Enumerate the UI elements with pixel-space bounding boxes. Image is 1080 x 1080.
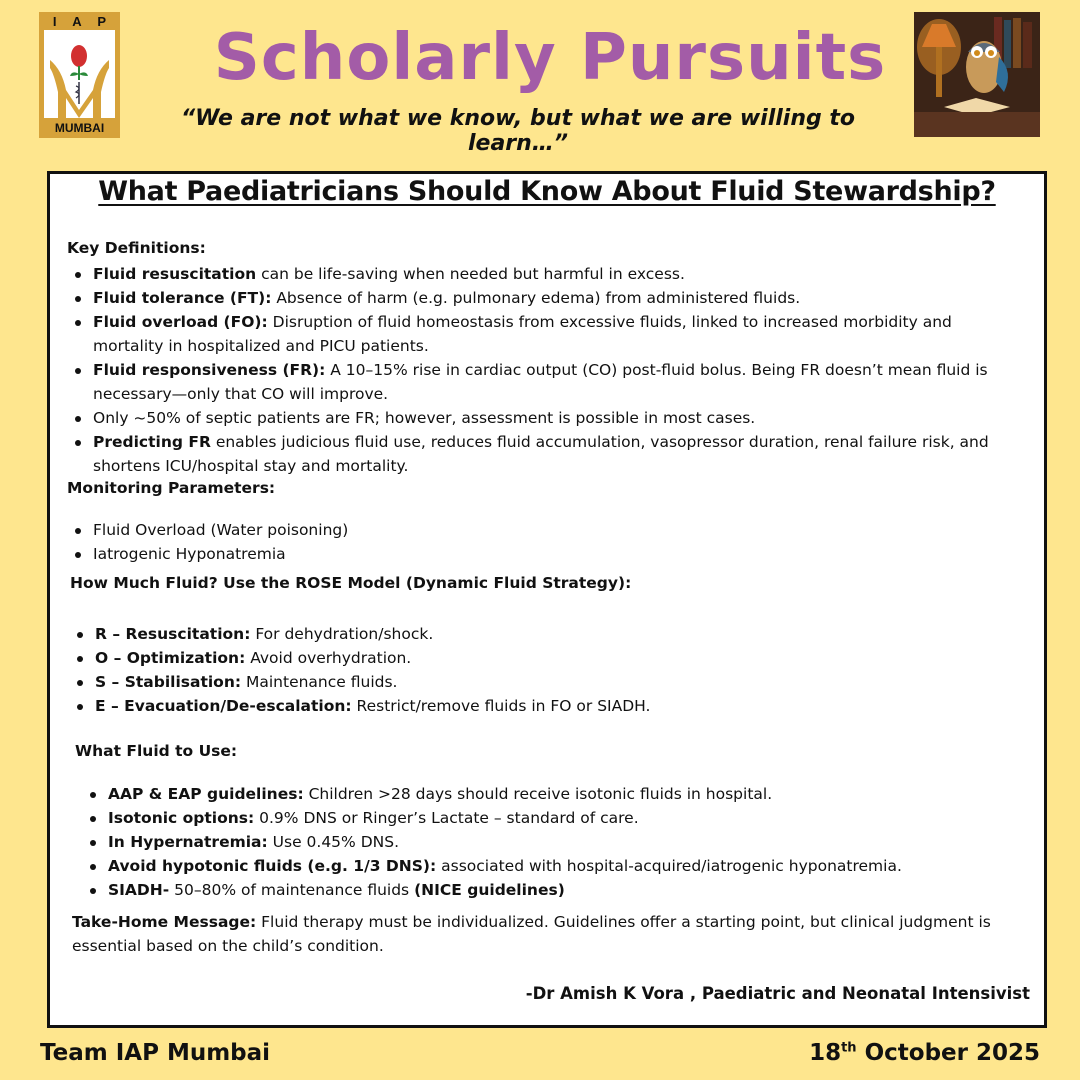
logo-letters bbox=[39, 12, 120, 30]
page-title: Scholarly Pursuits bbox=[213, 21, 887, 95]
logo-emblem bbox=[44, 30, 115, 118]
list-item bbox=[67, 518, 1027, 542]
date-suffix: th bbox=[841, 1040, 857, 1056]
rose-model-list bbox=[69, 622, 1029, 718]
item-term: S – Stabilisation: bbox=[95, 673, 242, 691]
rose-emblem-icon bbox=[44, 30, 115, 118]
date-month-year: October 2025 bbox=[856, 1040, 1040, 1066]
section-heading-monitoring: Monitoring Parameters: bbox=[67, 479, 276, 497]
tagline-quote: “We are not what we know, but what we are willing to learn…” bbox=[180, 106, 856, 156]
list-item bbox=[82, 854, 1032, 878]
author-signature: -Dr Amish K Vora , Paediatric and Neonatal Intensivist bbox=[525, 984, 1030, 1003]
list-item bbox=[67, 262, 1027, 286]
item-text: Use 0.45% DNS. bbox=[267, 833, 399, 851]
list-item bbox=[82, 830, 1032, 854]
owl-reading-icon bbox=[914, 12, 1040, 137]
logo-letter: I bbox=[52, 13, 57, 29]
item-term: Isotonic options: bbox=[108, 809, 255, 827]
section-heading-rose: How Much Fluid? Use the ROSE Model (Dynamic Fluid Strategy): bbox=[70, 574, 632, 592]
item-text: 0.9% DNS or Ringer’s Lactate – standard of care. bbox=[254, 809, 639, 827]
item-term: Fluid tolerance (FT): bbox=[93, 289, 272, 307]
item-term: Avoid hypotonic fluids (e.g. 1/3 DNS): bbox=[108, 857, 437, 875]
list-item bbox=[67, 358, 1027, 406]
owl-illustration bbox=[914, 12, 1040, 137]
item-term: Predicting FR bbox=[93, 433, 211, 451]
item-text: Restrict/remove fluids in FO or SIADH. bbox=[351, 697, 651, 715]
item-text: For dehydration/shock. bbox=[250, 625, 434, 643]
section-heading-key-definitions: Key Definitions: bbox=[67, 239, 206, 257]
article-title: What Paediatricians Should Know About Fluid Stewardship? bbox=[98, 176, 996, 207]
item-term: In Hypernatremia: bbox=[108, 833, 268, 851]
item-text: enables judicious fluid use, reduces fluid accumulation, vasopressor duration, renal failure risk, and shortens ICU/hospital stay and mortality. bbox=[93, 433, 989, 475]
item-text: Avoid overhydration. bbox=[245, 649, 412, 667]
item-term: SIADH- bbox=[108, 881, 170, 899]
logo-letter: A bbox=[72, 13, 82, 29]
list-item bbox=[69, 670, 1029, 694]
monitoring-list bbox=[67, 518, 1027, 566]
item-text: Children >28 days should receive isotonic fluids in hospital. bbox=[303, 785, 773, 803]
item-text: Disruption of fluid homeostasis from excessive fluids, linked to increased morbidity and mortality in hospitalized and PICU patients. bbox=[93, 313, 952, 355]
what-fluid-list bbox=[82, 782, 1032, 902]
item-term: R – Resuscitation: bbox=[95, 625, 251, 643]
item-text: Only ~50% of septic patients are FR; however, assessment is possible in most cases. bbox=[93, 409, 756, 427]
item-term: Fluid responsiveness (FR): bbox=[93, 361, 326, 379]
item-text: 50–80% of maintenance fluids bbox=[169, 881, 415, 899]
list-item bbox=[67, 286, 1027, 310]
list-item bbox=[67, 406, 1027, 430]
list-item bbox=[82, 806, 1032, 830]
item-text: Absence of harm (e.g. pulmonary edema) from administered fluids. bbox=[271, 289, 801, 307]
footer-team: Team IAP Mumbai bbox=[40, 1040, 271, 1066]
iap-mumbai-logo bbox=[39, 12, 120, 138]
list-item bbox=[67, 310, 1027, 358]
list-item bbox=[67, 430, 1027, 478]
section-heading-what-fluid: What Fluid to Use: bbox=[75, 742, 238, 760]
item-term: AAP & EAP guidelines: bbox=[108, 785, 304, 803]
item-term: Fluid overload (FO): bbox=[93, 313, 268, 331]
take-home-message bbox=[72, 910, 1022, 958]
item-term: E – Evacuation/De-escalation: bbox=[95, 697, 352, 715]
item-text: Fluid Overload (Water poisoning) bbox=[93, 521, 349, 539]
logo-mumbai-label: MUMBAI bbox=[54, 121, 105, 135]
item-term: O – Optimization: bbox=[95, 649, 246, 667]
item-text: can be life-saving when needed but harmful in excess. bbox=[256, 265, 685, 283]
article-card bbox=[47, 171, 1047, 1028]
item-text: associated with hospital-acquired/iatrogenic hyponatremia. bbox=[436, 857, 902, 875]
item-text: A 10–15% rise in cardiac output (CO) post-fluid bolus. Being FR doesn’t mean fluid is necessary—only that CO will improve. bbox=[93, 361, 988, 403]
list-item bbox=[82, 782, 1032, 806]
key-definitions-list bbox=[67, 262, 1027, 478]
list-item bbox=[82, 878, 1032, 902]
list-item bbox=[69, 694, 1029, 718]
take-home-text: Fluid therapy must be individualized. Guidelines offer a starting point, but clinical judgment is essential based on the child’s condition. bbox=[72, 913, 991, 955]
item-term: Fluid resuscitation bbox=[93, 265, 257, 283]
list-item bbox=[69, 622, 1029, 646]
item-source: (NICE guidelines) bbox=[414, 881, 565, 899]
item-text: Maintenance fluids. bbox=[241, 673, 398, 691]
list-item bbox=[69, 646, 1029, 670]
take-home-label: Take-Home Message: bbox=[72, 913, 257, 931]
item-text: Iatrogenic Hyponatremia bbox=[93, 545, 286, 563]
date-day: 18 bbox=[809, 1040, 842, 1066]
footer-date bbox=[809, 1040, 1040, 1066]
list-item bbox=[67, 542, 1027, 566]
logo-letter: P bbox=[97, 13, 107, 29]
